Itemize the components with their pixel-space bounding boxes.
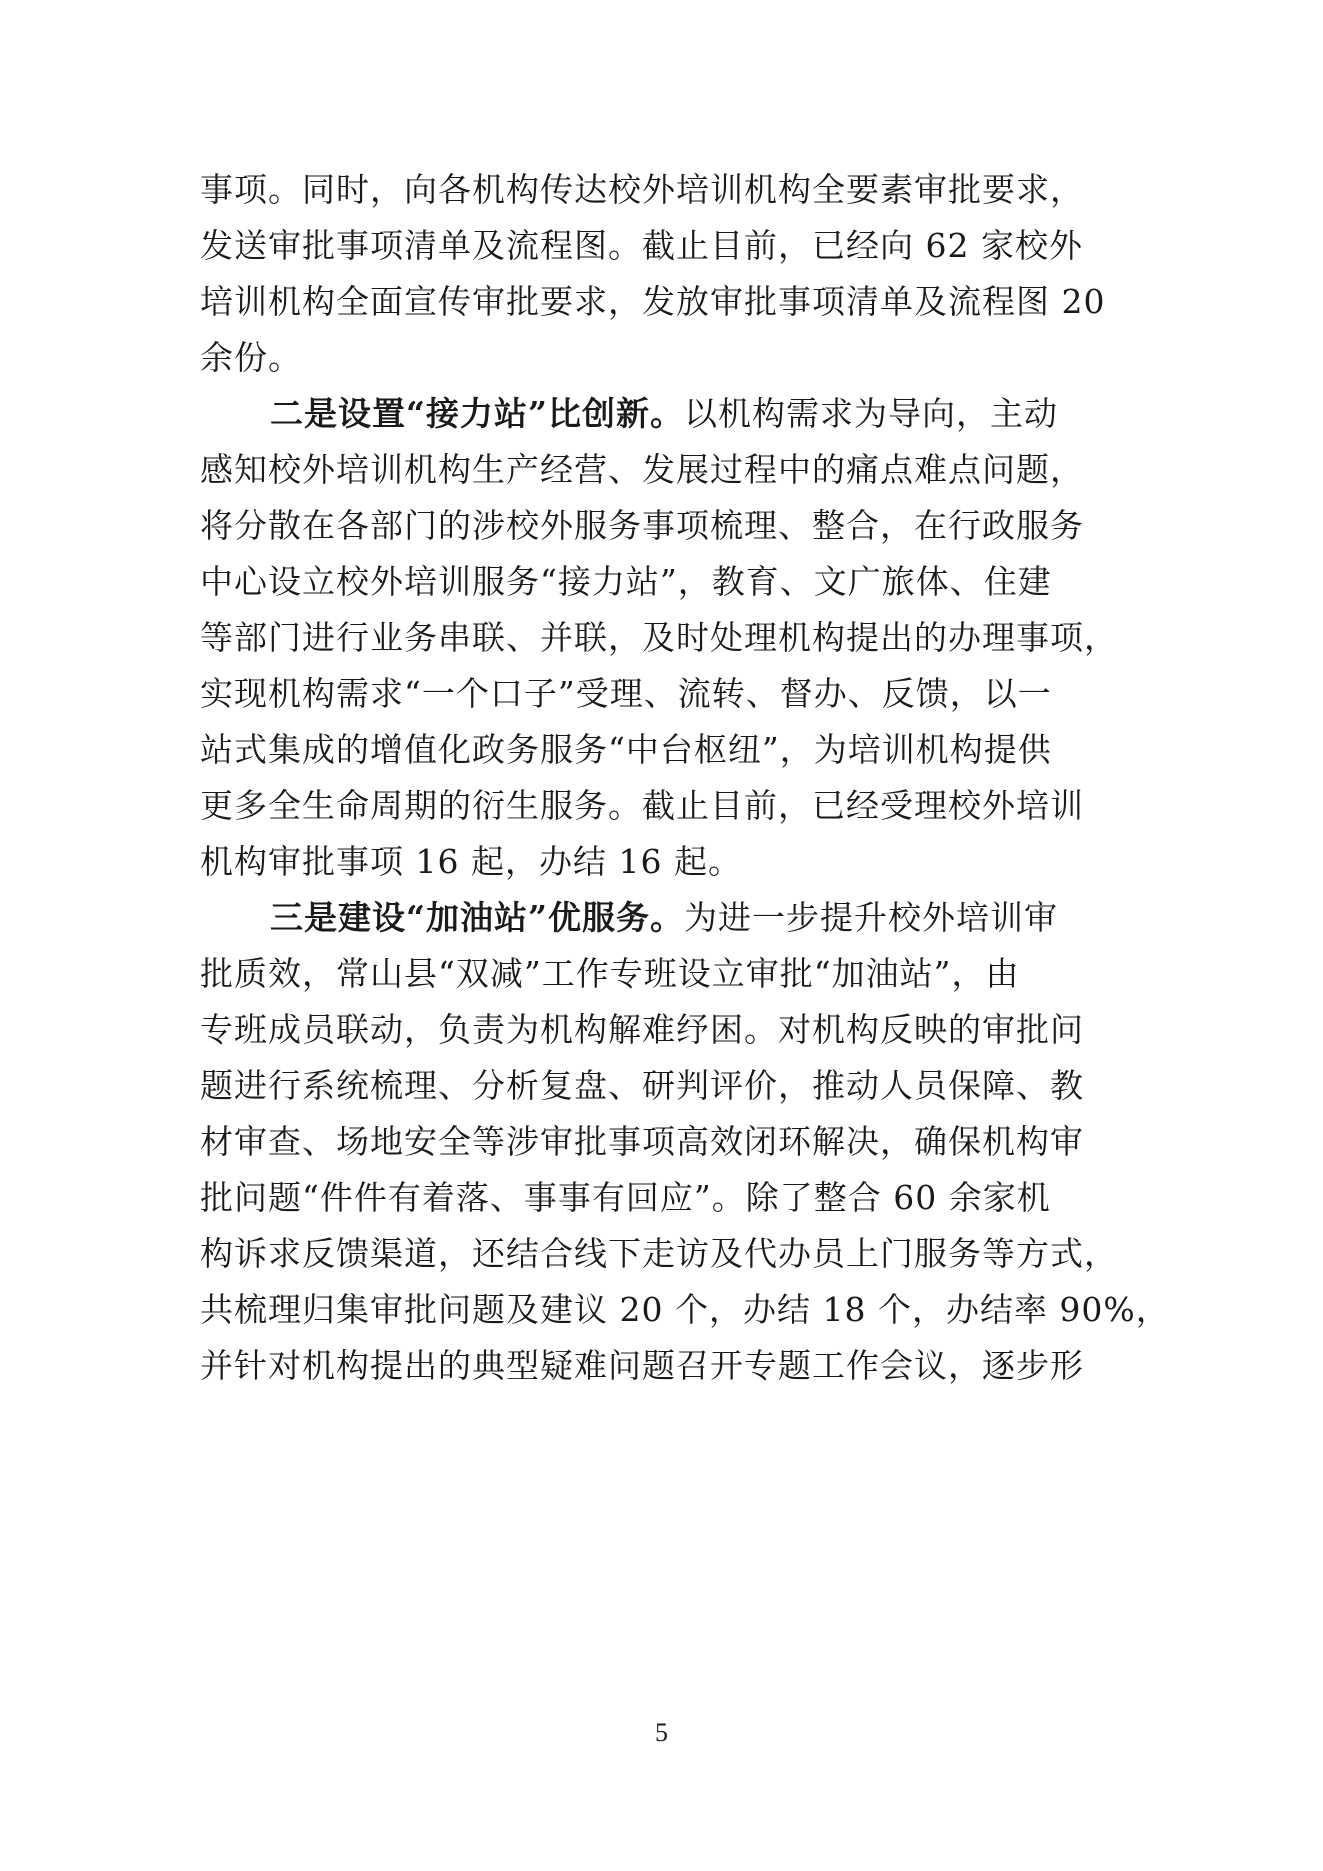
paragraph1-line-1: 事项。同时，向各机构传达校外培训机构全要素审批要求， [200, 170, 1084, 209]
page-number: 5 [655, 1718, 668, 1747]
paragraph2-line: 感知校外培训机构生产经营、发展过程中的痛点难点问题， [200, 450, 1084, 489]
paragraph1-line-3: 培训机构全面宣传审批要求，发放审批事项清单及流程图 20 [200, 282, 1106, 321]
paragraph3-line: 材审查、场地安全等涉审批事项高效闭环解决，确保机构审 [200, 1122, 1084, 1161]
paragraph3-line: 构诉求反馈渠道，还结合线下走访及代办员上门服务等方式， [200, 1234, 1118, 1273]
paragraph2-first-line [270, 394, 1058, 434]
paragraph3-line: 共梳理归集审批问题及建议 20 个，办结 18 个，办结率 90%， [200, 1290, 1170, 1329]
paragraph3-line: 题进行系统梳理、分析复盘、研判评价，推动人员保障、教 [200, 1066, 1084, 1105]
paragraph2-line: 实现机构需求“一个口子”受理、流转、督办、反馈，以一 [200, 674, 1052, 713]
paragraph3-first-line-text: 为进一步提升校外培训审 [683, 898, 1058, 937]
paragraph2-line: 更多全生命周期的衍生服务。截止目前，已经受理校外培训 [200, 786, 1084, 825]
paragraph2-line: 将分散在各部门的涉校外服务事项梳理、整合，在行政服务 [200, 506, 1084, 545]
paragraph2-line: 中心设立校外培训服务“接力站”，教育、文广旅体、住建 [200, 562, 1052, 601]
paragraph2-heading: 二是设置“接力站”比创新。 [270, 394, 684, 433]
paragraph3-line: 批问题“件件有着落、事事有回应”。除了整合 60 余家机 [200, 1178, 1051, 1217]
paragraph1-line-2: 发送审批事项清单及流程图。截止目前，已经向 62 家校外 [200, 226, 1083, 265]
paragraph3-line: 专班成员联动，负责为机构解难纾困。对机构反映的审批问 [200, 1010, 1084, 1049]
paragraph3-line: 批质效，常山县“双减”工作专班设立审批“加油站”，由 [200, 954, 1020, 993]
paragraph2-line: 站式集成的增值化政务服务“中台枢纽”，为培训机构提供 [200, 730, 1052, 769]
paragraph3-line: 并针对机构提出的典型疑难问题召开专题工作会议，逐步形 [200, 1346, 1084, 1385]
paragraph1-line-4: 余份。 [200, 338, 302, 377]
paragraph3-first-line [270, 898, 1058, 938]
paragraph2-line: 等部门进行业务串联、并联，及时处理机构提出的办理事项， [200, 618, 1118, 657]
paragraph2-line: 机构审批事项 16 起，办结 16 起。 [200, 842, 742, 881]
paragraph2-first-line-text: 以机构需求为导向，主动 [683, 394, 1058, 433]
paragraph3-heading: 三是建设“加油站”优服务。 [270, 898, 684, 937]
